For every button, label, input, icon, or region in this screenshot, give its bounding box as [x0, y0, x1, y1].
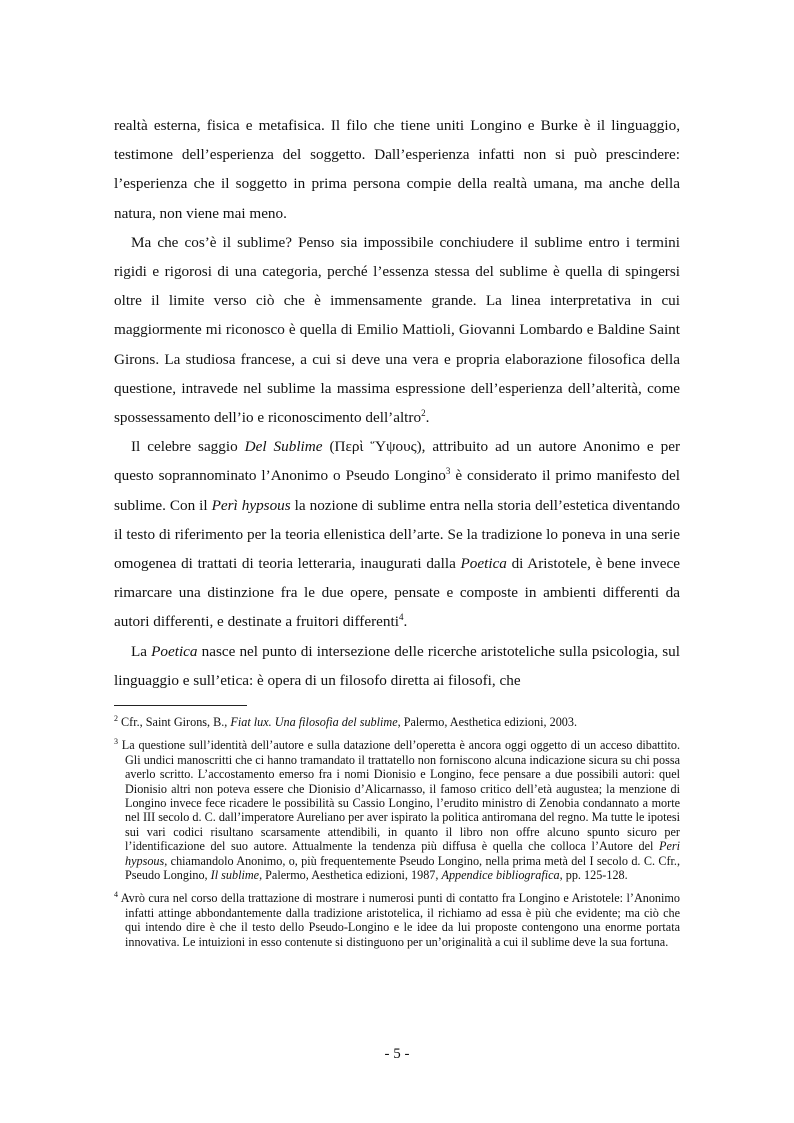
paragraph-3-end: .: [403, 613, 408, 631]
work-title-del-sublime: Del Sublime: [244, 438, 323, 456]
footnote-3-text-c: , Palermo, Aesthetica edizioni, 1987,: [259, 868, 442, 883]
footnote-3-text-b: , chiamandolo Anonimo, o, più frequentemente Pseudo Longino, nella prima metà del I secolo d. C. Cfr., Pseudo Longino,: [125, 853, 680, 883]
footnote-separator: [114, 705, 247, 706]
footnote-3-appendix: Appendice bibliografica: [441, 868, 560, 883]
paragraph-3-text-a: Il celebre saggio: [131, 438, 245, 456]
paragraph-1: [114, 111, 680, 228]
paragraph-3-text-c: è considerato il primo manifesto del sublime. Con il: [114, 467, 680, 514]
footnote-2: [114, 715, 680, 729]
paragraph-3-text-d: la nozione di sublime entra nella storia dell’estetica diventando il testo di riferimento per la teoria ellenistica dell’arte. Se la tradizione lo poneva in una serie omogenea di trattati di teoria letteraria, inaugurati dalla: [114, 496, 680, 573]
footnote-4-text: Avrò cura nel corso della trattazione di mostrare i numerosi punti di contatto fra Longino e Aristotele: l’Anonimo infatti attinge abbondantemente dalla tradizione aristotelica, il richiamo ad essa è più che evidente; ma ciò che qui intendo dire è che il testo dello Pseudo-Longino e le idee da lui proposte contengono una enorme portata innovativa. Le intuizioni in esso contenute si distinguono per un’originalità a cui il sublime deve la sua fortuna.: [118, 891, 680, 949]
footnote-3-number: 3: [114, 737, 118, 747]
footnote-3-text-a: La questione sull’identità dell’autore e sulla datazione dell’operetta è ancora oggi oggetto di un acceso dibattito. Gli undici manoscritti che ci hanno tramandato il trattatello non forniscono alcuna indicazione sicura su chi possa averlo scritto. L’accostamento emerso fra i nomi Dionisio e Longino, fece pensare a due possibili autori: quel Dionisio altri non poteva essere che Dionisio d’Alicarnasso, il famoso critico dell’età augustea; la menzione di Longino invece fece ricadere le possibilità su Cassio Longino, l’erudito ministro di Zenobia condannato a morte nel III secolo d. C. dall’imperatore Aureliano per aver ispirato la politica antiromana del regno. Ma tutte le ipotesi sui vari codici risultano scarsamente attendibili, in quanto il libro non offre alcuno spunto sicuro per l’identificazione del suo autore. Attualmente la tendenza più diffusa è quella che colloca l’Autore del: [118, 738, 680, 854]
work-title-poetica: Poetica: [460, 555, 507, 573]
footnote-ref-3[interactable]: 3: [445, 466, 451, 477]
paragraph-2: [114, 228, 680, 432]
paragraph-2-text: Ma che cos’è il sublime? Penso sia impossibile conchiudere il sublime entro i termini rigidi e rigorosi di una categoria, perché l’essenza stessa del sublime è quella di spingersi oltre il limite verso ciò che è immensamente grande. La linea interpretativa in cui maggiormente mi riconosco è quella di Emilio Mattioli, Giovanni Lombardo e Baldine Saint Girons. La studiosa francese, a cui si deve una vera e propria elaborazione filosofica della questione, intravede nel sublime la massima espressione dell’esperienza dell’alterità, come spossessamento dell’io e riconoscimento dell’altro: [114, 233, 680, 427]
footnote-2-text-a: Cfr., Saint Girons, B.,: [118, 715, 231, 729]
body-text: [114, 111, 680, 695]
paragraph-4-text-a: La: [131, 642, 152, 660]
footnote-3-peri-hypsous: Peri hypsous: [125, 839, 680, 868]
footnote-3-book-title: Il sublime: [210, 868, 260, 883]
footnote-2-book-title: Fiat lux. Una filosofia del sublime: [230, 715, 398, 729]
footnote-3-text-d: , pp. 125-128.: [559, 868, 628, 883]
paragraph-1-text: realtà esterna, fisica e metafisica. Il filo che tiene uniti Longino e Burke è il linguaggio, testimone dell’esperienza del soggetto. Dall’esperienza infatti non si può prescindere: l’esperienza che il soggetto in prima persona compie della realtà umana, ma anche della natura, non viene mai meno.: [114, 117, 680, 222]
page-number: - 5 -: [384, 1046, 410, 1062]
footnote-ref-2[interactable]: 2: [421, 407, 426, 418]
footnote-2-text-b: , Palermo, Aesthetica edizioni, 2003.: [397, 715, 578, 729]
paragraph-3-text-b: (Περὶ Ὕψους), attribuito ad un autore Anonimo e per questo soprannominato l’Anonimo o Pseudo Longino: [114, 438, 681, 485]
paragraph-3-text-e: di Aristotele, è bene invece rimarcare una distinzione fra le due opere, pensate e composte in ambienti differenti da autori differenti, e destinate a fruitori differenti: [114, 555, 680, 631]
footnote-4-number: 4: [114, 890, 118, 900]
work-title-poetica-2: Poetica: [151, 642, 198, 660]
paragraph-4: [114, 637, 680, 695]
work-title-peri-hypsous: Perì hypsous: [211, 496, 291, 514]
footnotes-section: [114, 705, 680, 958]
paragraph-3: [114, 432, 680, 636]
footnote-2-number: 2: [114, 713, 118, 723]
paragraph-2-end: .: [425, 409, 430, 427]
footnote-3: [114, 738, 680, 882]
footnote-ref-4[interactable]: 4: [398, 612, 404, 623]
paragraph-4-text-b: nasce nel punto di intersezione delle ricerche aristoteliche sulla psicologia, sul linguaggio e sull’etica: è opera di un filosofo diretta ai filosofi, che: [114, 642, 680, 689]
footnote-4: [114, 891, 680, 949]
